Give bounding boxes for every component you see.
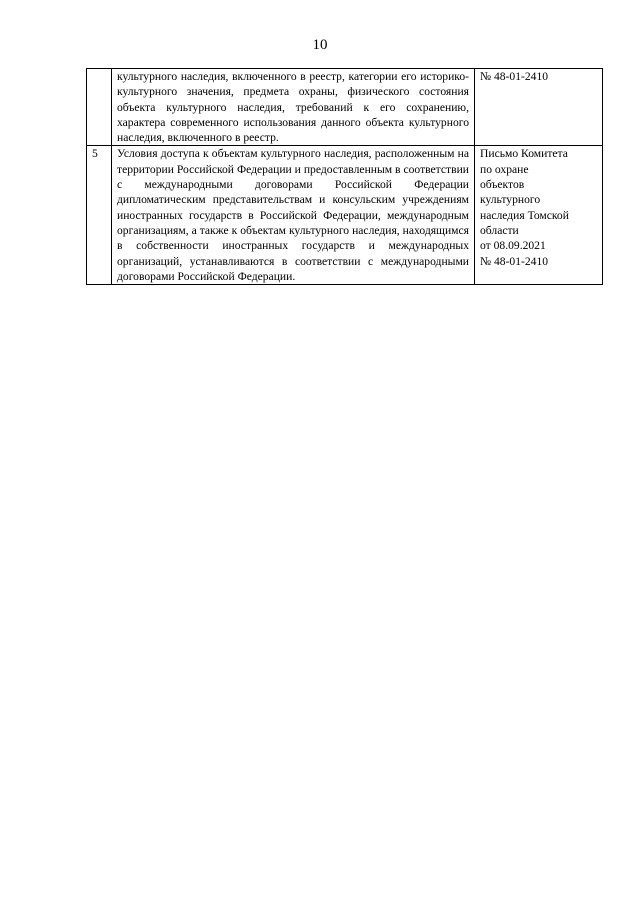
row-source-cell: Письмо Комитета по охране объектов культурного наследия Томской области от 08.09.2021 № 48-01-2410 <box>475 146 603 285</box>
page-number: 10 <box>312 37 328 53</box>
row-source-cell: № 48-01-2410 <box>475 69 603 146</box>
table-row <box>87 146 603 285</box>
row-text-cell: культурного наследия, включенного в реестр, категории его историко-культурного значения, предмета охраны, физического состояния объекта культурного наследия, требований к его сохранению, характера современного использования данного объекта культурного наследия, включенного в реестр. <box>112 69 475 146</box>
row-number-cell: 5 <box>87 146 112 285</box>
table-row <box>87 69 603 146</box>
document-table <box>86 68 603 285</box>
row-text-cell: Условия доступа к объектам культурного наследия, расположенным на территории Российской Федерации и предоставленным в соответствии с международными договорами Российской Федерации дипломатическим представительствам и консульским учреждениям иностранных государств в Российской Федерации, международным организациям, а также к объектам культурного наследия, находящимся в собственности иностранных государств и международных организаций, устанавливаются в соответствии с международными договорами Российской Федерации. <box>112 146 475 285</box>
row-number-cell <box>87 69 112 146</box>
